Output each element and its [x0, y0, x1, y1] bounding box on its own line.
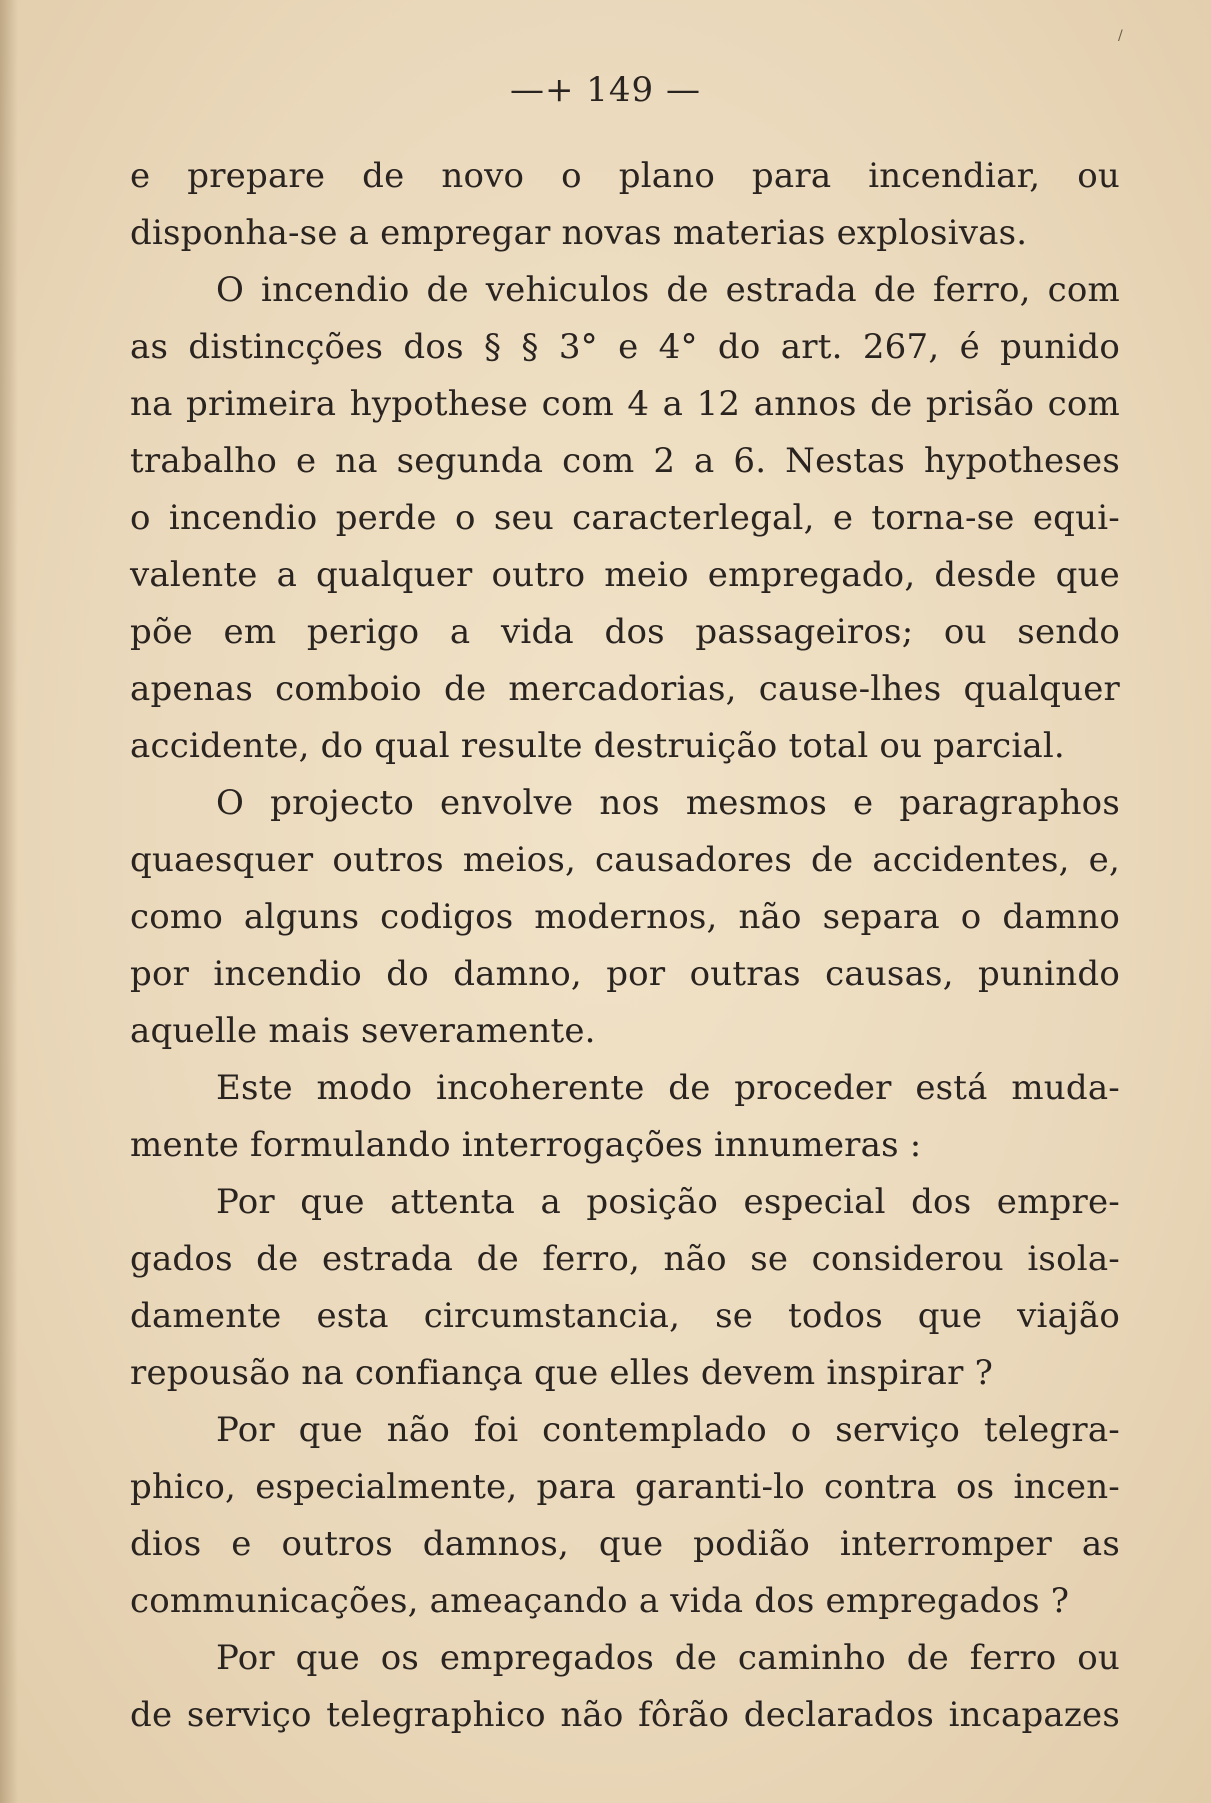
text-line: mente formulando interrogações innumeras :: [130, 1125, 922, 1165]
text-line: na primeira hypothese com 4 a 12 annos de prisão com: [130, 384, 1120, 424]
text-line: phico, especialmente, para garanti-lo contra os incen-: [130, 1467, 1120, 1507]
paragraph-first-line: O projecto envolve nos mesmos e paragraphos: [216, 783, 1120, 823]
text-line: accidente, do qual resulte destruição total ou parcial.: [130, 726, 1065, 766]
text-line: disponha-se a empregar novas materias explosivas.: [130, 213, 1028, 253]
text-line: valente a qualquer outro meio empregado, desde que: [130, 555, 1120, 595]
paragraph-first-line: Este modo incoherente de proceder está muda-: [216, 1068, 1120, 1108]
text-line: põe em perigo a vida dos passageiros; ou sendo: [130, 612, 1120, 652]
text-line: e prepare de novo o plano para incendiar, ou: [130, 156, 1120, 196]
text-line: gados de estrada de ferro, não se considerou isola-: [130, 1239, 1120, 1279]
text-line: communicações, ameaçando a vida dos empregados ?: [130, 1581, 1070, 1621]
text-line: como alguns codigos modernos, não separa o damno: [130, 897, 1120, 937]
text-line: as distincções dos § § 3° e 4° do art. 267, é punido: [130, 327, 1120, 367]
text-line: aquelle mais severamente.: [130, 1011, 596, 1051]
text-line: o incendio perde o seu caracterlegal, e torna-se equi-: [130, 498, 1120, 538]
paragraph-first-line: Por que attenta a posição especial dos empre-: [216, 1182, 1120, 1222]
page-edge-shadow: [0, 0, 18, 1803]
text-line: por incendio do damno, por outras causas, punindo: [130, 954, 1120, 994]
page-number-header: —+ 149 —: [510, 70, 701, 110]
text-line: trabalho e na segunda com 2 a 6. Nestas hypotheses: [130, 441, 1120, 481]
text-line: damente esta circumstancia, se todos que viajão: [130, 1296, 1120, 1336]
body-text: [130, 148, 1120, 1744]
text-line: dios e outros damnos, que podião interromper as: [130, 1524, 1120, 1564]
paragraph-first-line: O incendio de vehiculos de estrada de ferro, com: [216, 270, 1120, 310]
paragraph-first-line: Por que os empregados de caminho de ferro ou: [216, 1638, 1120, 1678]
paper-speck: /: [1118, 28, 1123, 44]
text-line: quaesquer outros meios, causadores de accidentes, e,: [130, 840, 1120, 880]
text-line: repousão na confiança que elles devem inspirar ?: [130, 1353, 994, 1393]
paragraph-first-line: Por que não foi contemplado o serviço telegra-: [216, 1410, 1120, 1450]
text-line: apenas comboio de mercadorias, cause-lhes qualquer: [130, 669, 1120, 709]
text-line: de serviço telegraphico não fôrão declarados incapazes: [130, 1695, 1120, 1735]
